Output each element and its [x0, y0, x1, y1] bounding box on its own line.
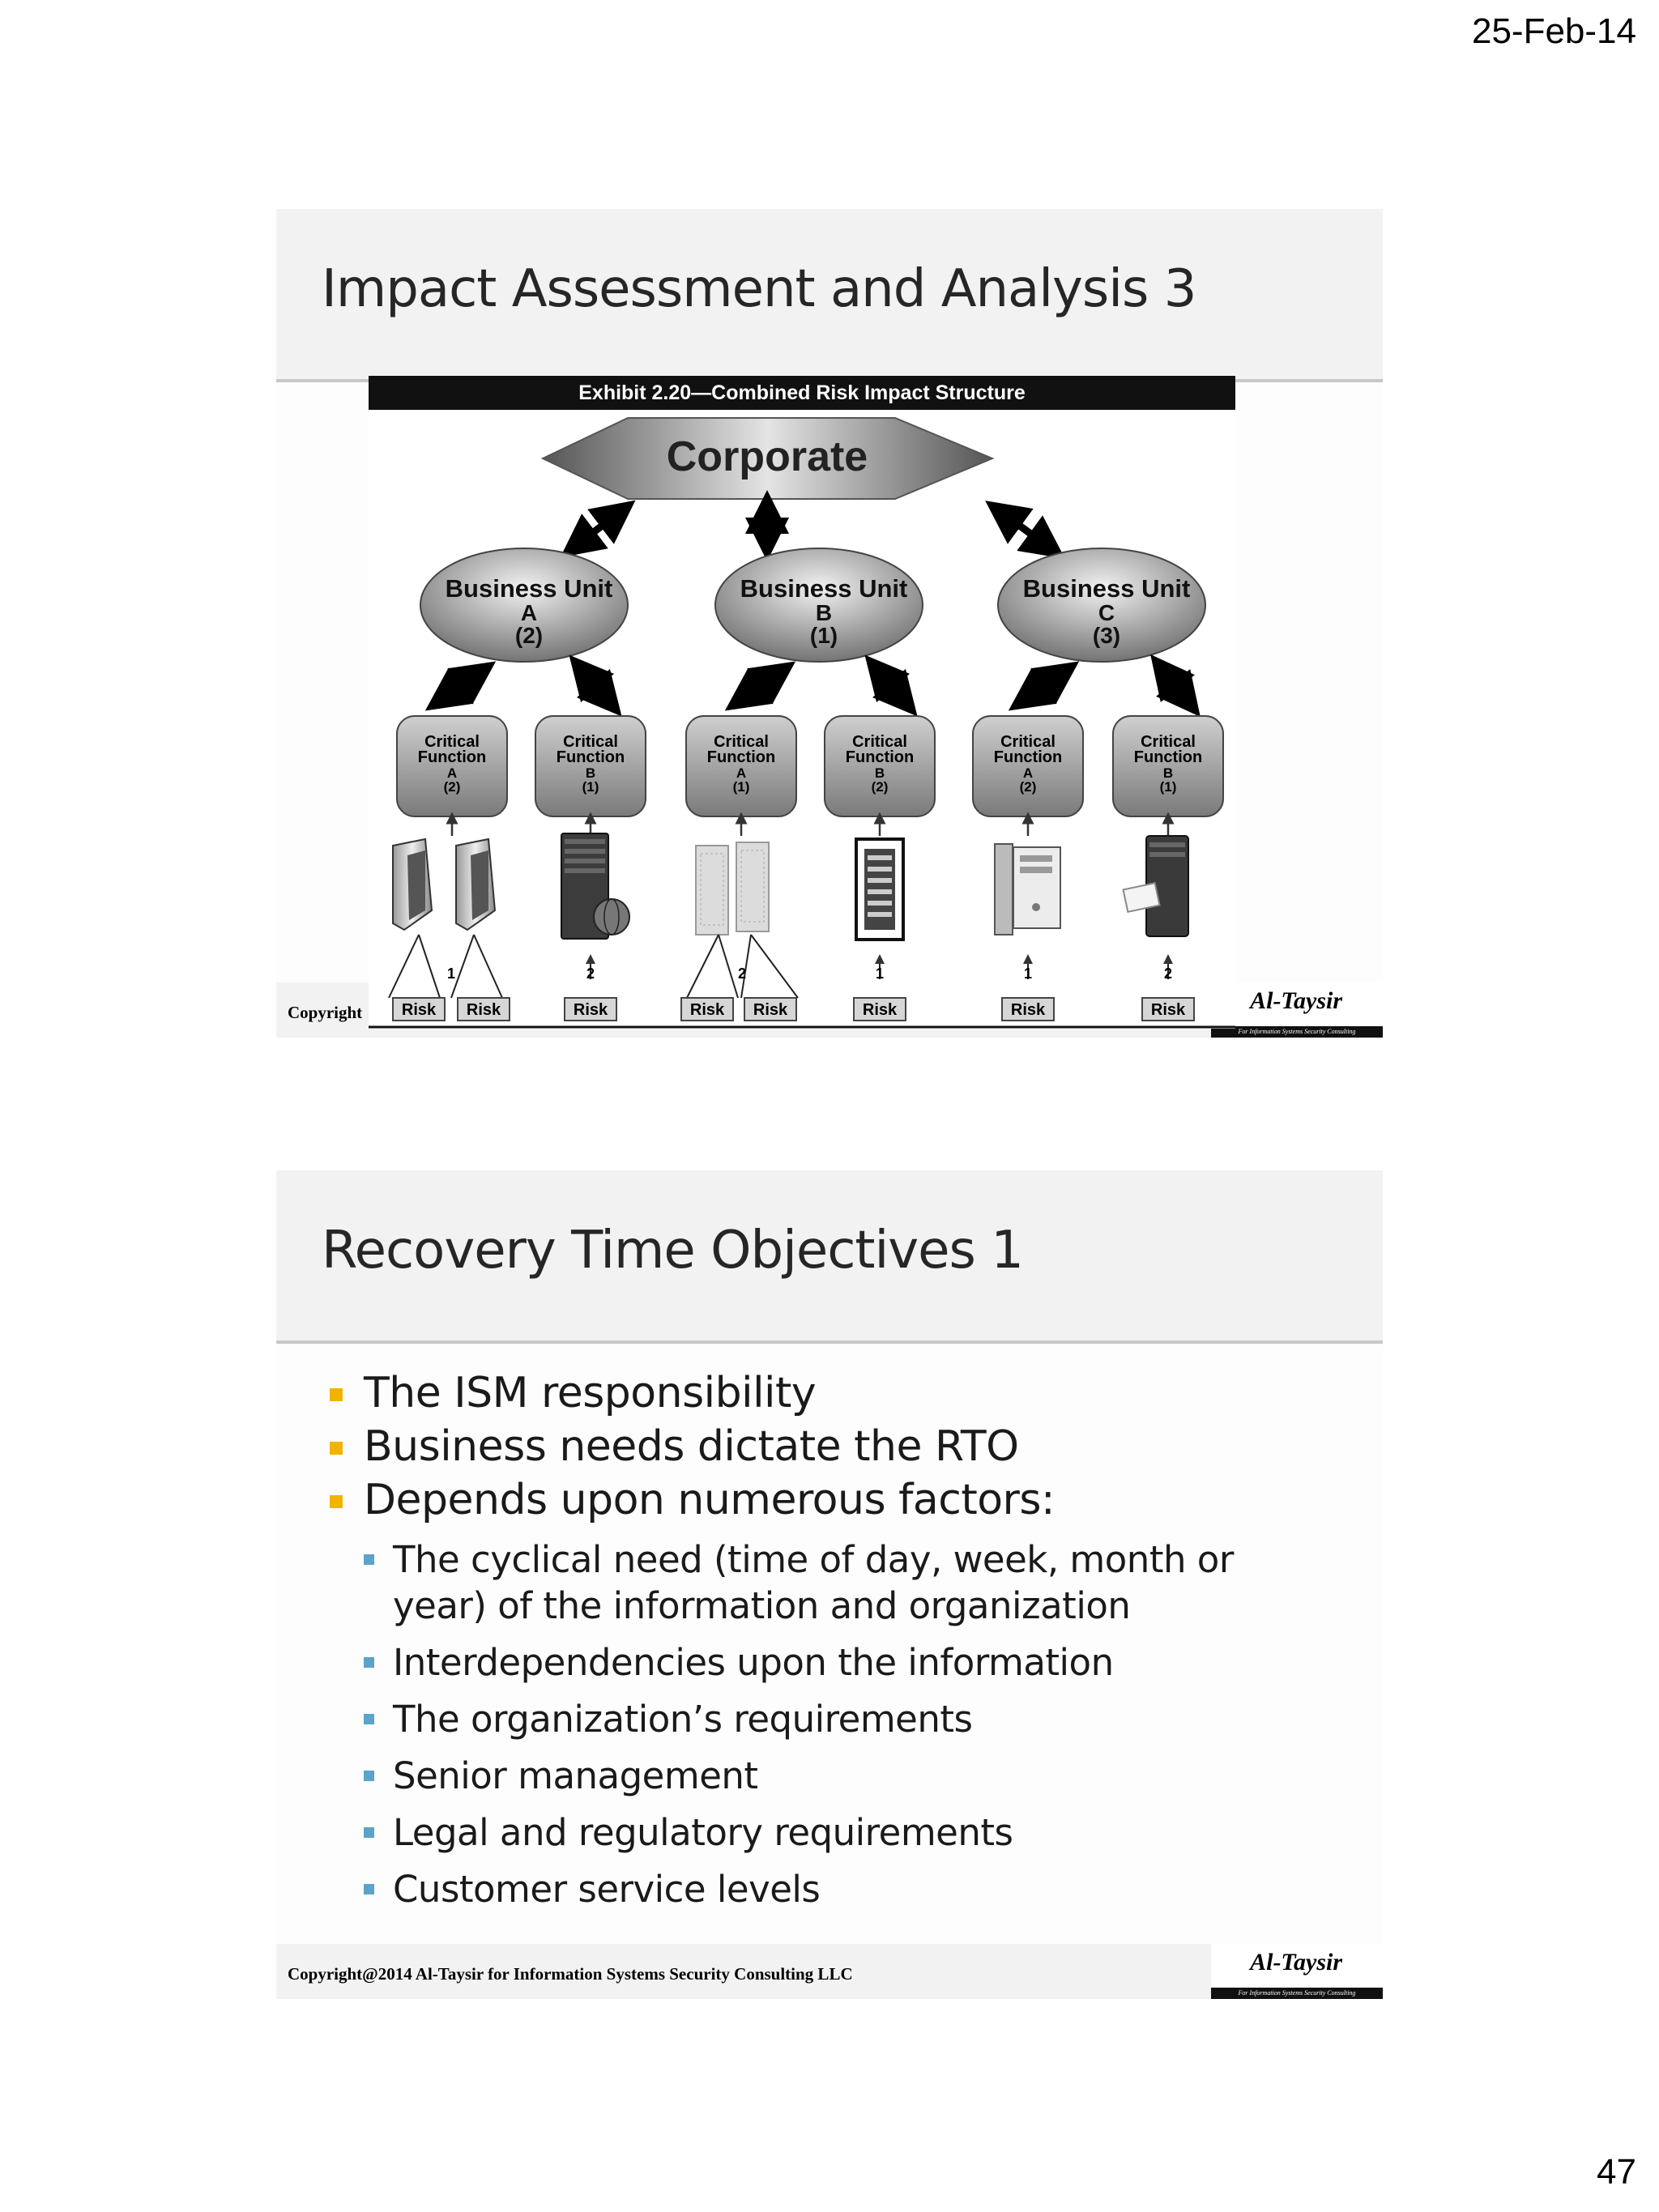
slide-impact-assessment: [276, 209, 1383, 1038]
risk-count-2: 2: [586, 965, 595, 982]
critical-function-5: [973, 716, 1083, 816]
pc-tower-icon: [995, 844, 1060, 935]
business-unit-c: [998, 548, 1205, 662]
al-taysir-logo: [1211, 982, 1383, 1038]
corporate-connectors: [578, 512, 1047, 546]
business-unit-b: [715, 548, 923, 662]
svg-text:Risk: Risk: [862, 1001, 898, 1019]
svg-text:Business Unit: Business Unit: [740, 574, 908, 603]
sub-bullet-item: Interdependencies upon the information: [360, 1639, 1292, 1686]
risk-box: [565, 998, 616, 1021]
critical-function-4: [825, 716, 935, 816]
title-divider: [276, 1340, 1383, 1344]
risk-box: [744, 998, 796, 1021]
logo-tagline: For Information Systems Security Consulting: [1211, 1026, 1383, 1038]
sub-bullet-item: Legal and regulatory requirements: [360, 1809, 1292, 1856]
critical-function-2: [535, 716, 646, 816]
svg-text:Risk: Risk: [1010, 1001, 1046, 1019]
bullet-item: Depends upon numerous factors:: [325, 1473, 1055, 1527]
sub-bullet-item: The organization’s requirements: [360, 1696, 1292, 1742]
logo-name: Al-Taysir: [1250, 987, 1342, 1014]
risk-count-1: 1: [446, 965, 456, 982]
svg-text:A: A: [736, 765, 747, 781]
svg-text:Critical: Critical: [1000, 733, 1056, 751]
svg-text:(2): (2): [1019, 779, 1037, 795]
business-unit-a: [420, 548, 628, 662]
svg-text:Business Unit: Business Unit: [445, 574, 613, 603]
sub-bullet-item: Senior management: [360, 1753, 1292, 1799]
logo-tagline: For Information Systems Security Consulting: [1211, 1988, 1383, 1999]
svg-text:(2): (2): [871, 779, 889, 795]
svg-text:Function: Function: [993, 748, 1063, 766]
business-unit-connectors: [443, 671, 1187, 700]
risk-count-6: 2: [1163, 965, 1173, 982]
svg-text:Critical: Critical: [563, 733, 618, 751]
server-pair-2-icon: [696, 842, 769, 935]
svg-text:B: B: [874, 765, 885, 781]
slide-title: Recovery Time Objectives 1: [322, 1221, 1023, 1281]
copyright-text: Copyright@2014 Al-Taysir for Information Systems Security Consulting LLC: [288, 1964, 853, 1984]
risk-box: [458, 998, 510, 1021]
svg-text:Risk: Risk: [573, 1001, 608, 1019]
critical-function-3: [686, 716, 796, 816]
risk-count-5: 1: [1023, 965, 1033, 982]
risk-box: [1142, 998, 1194, 1021]
svg-text:Function: Function: [845, 748, 915, 766]
risk-box: [854, 998, 906, 1021]
risk-box: [681, 998, 733, 1021]
svg-text:Risk: Risk: [401, 1001, 437, 1019]
svg-text:Business Unit: Business Unit: [1022, 574, 1191, 603]
bullet-item: The ISM responsibility: [325, 1366, 1055, 1420]
svg-text:Risk: Risk: [689, 1001, 725, 1019]
server-rack-icon: [856, 839, 903, 940]
page-date: 25-Feb-14: [1471, 11, 1636, 51]
svg-text:C: C: [1098, 600, 1115, 625]
corporate-label: Corporate: [666, 433, 868, 480]
critical-function-1: [397, 716, 507, 816]
svg-text:(1): (1): [732, 779, 750, 795]
svg-text:(2): (2): [514, 623, 544, 648]
svg-text:Function: Function: [706, 748, 776, 766]
server-pair-1-icon: [393, 839, 495, 930]
al-taysir-logo: [1211, 1944, 1383, 1999]
risk-impact-diagram: [369, 376, 1235, 1029]
risk-count-3: 2: [737, 965, 747, 982]
svg-text:(3): (3): [1092, 623, 1121, 648]
critical-function-6: [1113, 716, 1223, 816]
svg-text:Function: Function: [1133, 748, 1203, 766]
slide-title: Impact Assessment and Analysis 3: [322, 259, 1196, 319]
function-server-connectors: [452, 818, 1168, 836]
svg-text:Function: Function: [556, 748, 625, 766]
svg-text:B: B: [585, 765, 596, 781]
bullet-item: Business needs dictate the RTO: [325, 1420, 1055, 1473]
svg-text:B: B: [815, 600, 833, 625]
svg-text:(1): (1): [582, 779, 599, 795]
factor-sub-list: [360, 1536, 1292, 1923]
svg-text:Function: Function: [417, 748, 487, 766]
risk-boxes: [393, 998, 1194, 1021]
risk-box: [393, 998, 445, 1021]
server-tower-globe-icon: [561, 833, 629, 939]
svg-text:Critical: Critical: [424, 733, 480, 751]
risk-connectors: [389, 935, 1168, 998]
sub-bullet-item: Customer service levels: [360, 1866, 1292, 1912]
svg-text:(2): (2): [443, 779, 461, 795]
copyright-text: Copyright: [288, 1003, 363, 1022]
exhibit-title: Exhibit 2.20—Combined Risk Impact Structure: [578, 381, 1026, 404]
svg-text:Critical: Critical: [1141, 733, 1196, 751]
svg-text:Risk: Risk: [1150, 1001, 1186, 1019]
logo-name: Al-Taysir: [1250, 1949, 1342, 1975]
server-with-mail-icon: [1124, 836, 1188, 936]
svg-text:A: A: [520, 600, 538, 625]
svg-text:(1): (1): [1159, 779, 1177, 795]
svg-text:B: B: [1162, 765, 1174, 781]
risk-box: [1002, 998, 1054, 1021]
risk-count-4: 1: [875, 965, 885, 982]
svg-text:A: A: [446, 765, 458, 781]
svg-text:Critical: Critical: [852, 733, 907, 751]
svg-text:(1): (1): [809, 623, 838, 648]
svg-text:A: A: [1022, 765, 1034, 781]
main-bullet-list: [325, 1366, 1055, 1527]
svg-text:Risk: Risk: [753, 1001, 788, 1019]
svg-text:Risk: Risk: [466, 1001, 501, 1019]
slide-recovery-time-objectives: [276, 1170, 1383, 1999]
svg-text:Critical: Critical: [714, 733, 769, 751]
sub-bullet-item: The cyclical need (time of day, week, month or year) of the information and organization: [360, 1536, 1284, 1629]
page-number: 47: [1597, 2152, 1636, 2192]
